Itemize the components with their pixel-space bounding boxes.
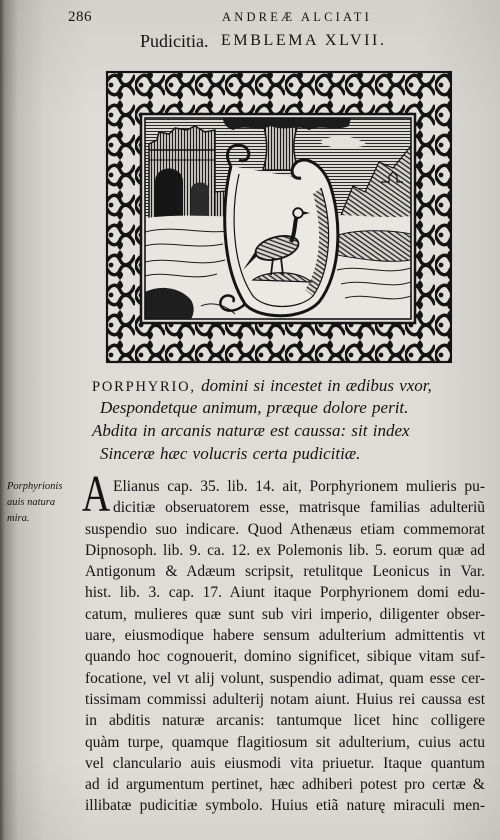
bird-head	[293, 208, 303, 218]
text-line: quàm turpe, quamque flagitiosum sit adulterium, cuius actu	[85, 733, 485, 751]
margin-note	[7, 479, 62, 527]
text-line: ad id argumentum pertinet, hæc adhiberi potest pro certæ &	[85, 776, 485, 794]
text-line: Antigonum & Adæum scripsit, retulitque Leonicus in Var.	[85, 563, 485, 581]
verse-line	[92, 376, 432, 396]
verse-first-word: PORPHYRIO,	[92, 379, 196, 395]
margin-note-line: Porphyrionis	[7, 481, 63, 492]
emblem-number: EMBLEMA XLVII.	[221, 32, 387, 49]
text-line: tissimam commissi adulterij notam aiunt. Huius rei caussa est	[85, 690, 485, 708]
text-line: illibatæ pudicitiæ symbolo. Huius etiã naturę miraculi men-	[85, 797, 485, 815]
small-arch-opening	[191, 183, 209, 221]
text-line: Elianus cap. 35. lib. 14. ait, Porphyrionem mulieris pu-	[113, 478, 485, 495]
text-line: hist. lib. 3. cap. 17. Aiunt itaque Porphyrionem domi edu-	[85, 584, 485, 602]
verse-line-text: domini si incestet in ædibus vxor,	[201, 376, 432, 395]
margin-note-line: mira.	[7, 513, 30, 524]
commentary-text	[85, 476, 485, 817]
verse-line: Sinceræ hæc volucris certa pudicitiæ.	[100, 444, 361, 463]
emblem-woodcut	[105, 70, 453, 364]
text-line: focatione, vel vt alij volunt, suspendio adimat, quam esse cer-	[85, 669, 485, 687]
text-line: suspendio suo indicare. Quod Athenæus etiam commemorat	[85, 520, 485, 538]
verse-line: Abdita in arcanis naturæ est caussa: sit index	[92, 421, 410, 440]
text-line: dicitiæ obseruatorem esse, matrisque familias adulteriũ	[113, 499, 485, 517]
drop-cap: A	[82, 466, 111, 523]
woodcut-scene	[145, 118, 411, 319]
running-head: ANDREÆ ALCIATI	[222, 10, 373, 24]
text-line: Dipnosoph. lib. 9. ca. 12. ex Polemonis lib. 5. eorum quæ ad	[85, 541, 485, 559]
text-line: quando hoc cognouerit, domino significet, sibique vitam suf-	[85, 648, 485, 666]
margin-note-line: auis natura	[7, 497, 56, 508]
text-line: uare, eiusmodique habere sensum adulterium admittentis vt	[85, 627, 485, 645]
text-line: vel clanculario auis eiusmodi vita priuetur. Itaque quantum	[85, 754, 485, 772]
text-line: in abditis naturæ arcanis: tantumque licet hinc colligere	[85, 712, 485, 730]
emblem-motto: Pudicitia.	[140, 31, 209, 51]
text-line: catum, mulieres quæ sunt sub viri imperio, diligenter obser-	[85, 605, 485, 623]
page-number: 286	[68, 9, 92, 25]
arch-opening	[155, 169, 183, 221]
verse-line: Despondetque animum, præque dolore perit.	[100, 398, 409, 417]
